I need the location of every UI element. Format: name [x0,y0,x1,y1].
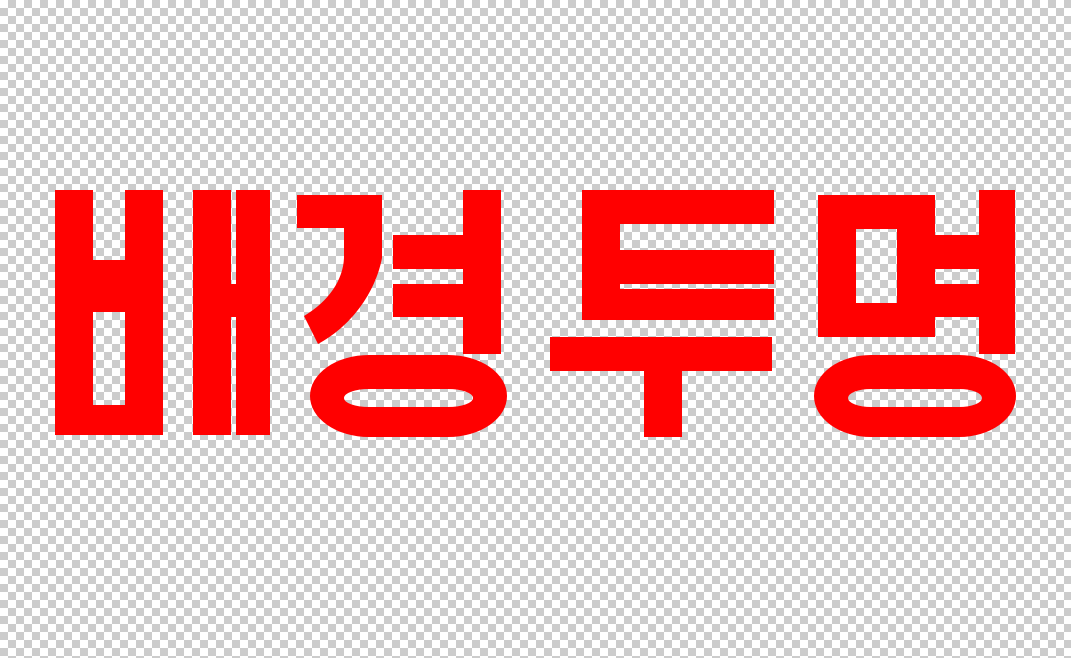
glyph-gyeong [297,190,507,437]
glyph-bae [55,190,270,435]
glyph-myeong [814,190,1016,437]
glyph-tu [550,190,774,437]
